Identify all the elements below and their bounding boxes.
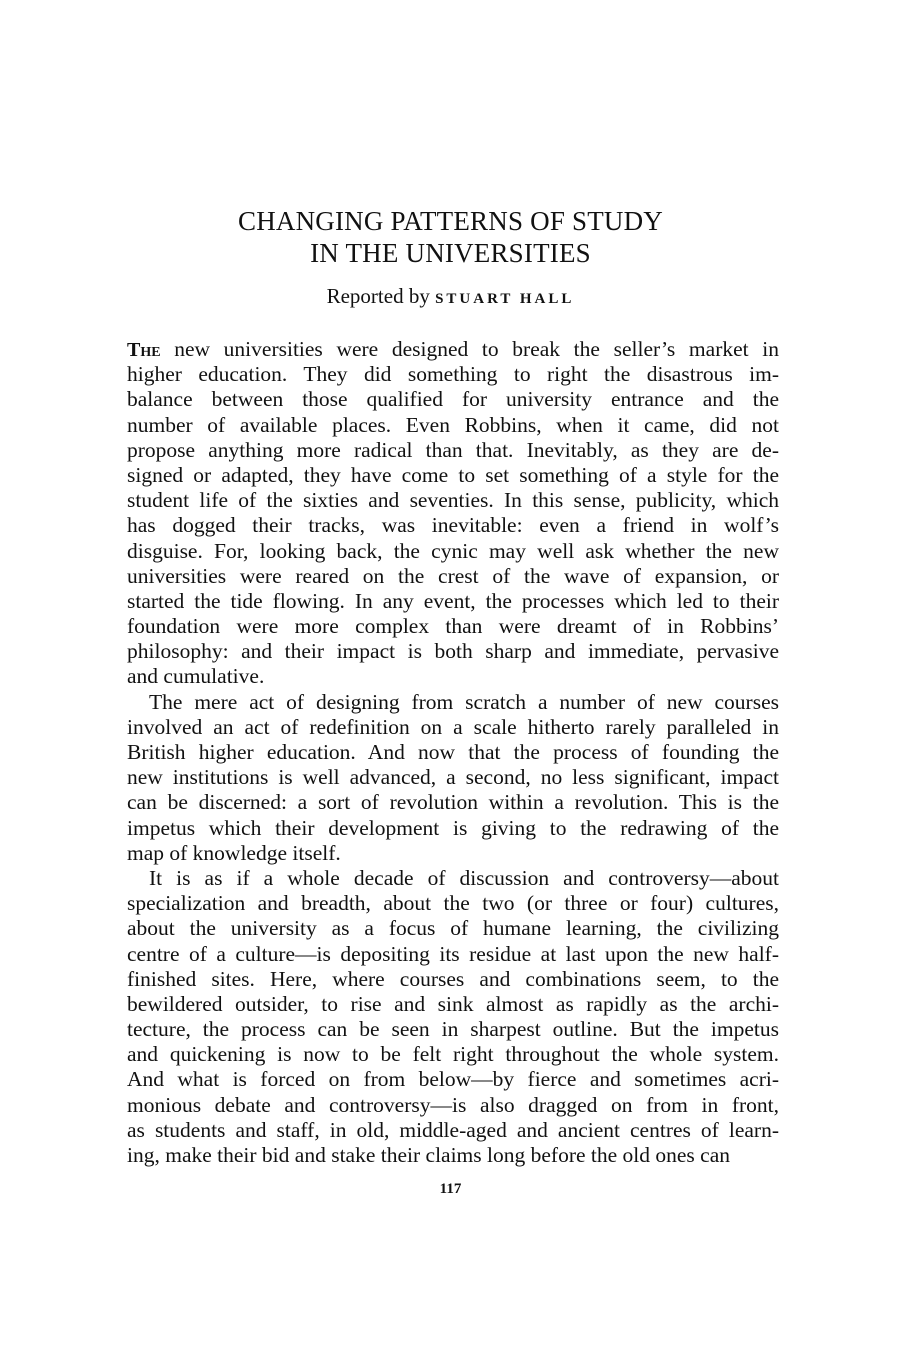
text-line: about the university as a focus of humane learning, the civilizing <box>127 916 779 941</box>
article-body <box>127 337 779 1168</box>
text-line: student life of the sixties and seventies. In this sense, publicity, which <box>127 488 779 513</box>
text-line: map of knowledge itself. <box>127 840 341 865</box>
text-line: has dogged their tracks, was inevitable: even a friend in wolf’s <box>127 513 779 538</box>
byline-author: STUART HALL <box>435 291 575 307</box>
byline <box>0 284 901 311</box>
text-line: number of available places. Even Robbins, when it came, did not <box>127 412 779 437</box>
text-line: philosophy: and their impact is both sharp and immediate, pervasive <box>127 639 779 664</box>
text-line: impetus which their development is giving to the redrawing of the <box>127 815 779 840</box>
text-line: can be discerned: a sort of revolution within a revolution. This is the <box>127 790 779 815</box>
text-line: The mere act of designing from scratch a number of new courses <box>149 689 779 714</box>
text-line: and quickening is now to be felt right throughout the whole system. <box>127 1042 779 1067</box>
text-line: tecture, the process can be seen in sharpest outline. But the impetus <box>127 1017 779 1042</box>
text-line: disguise. For, looking back, the cynic may well ask whether the new <box>127 538 779 563</box>
text-line: as students and staff, in old, middle-aged and ancient centres of learn- <box>127 1117 779 1142</box>
text-line: monious debate and controversy—is also dragged on from in front, <box>127 1092 779 1117</box>
line-text: new universities were designed to break the seller’s market in <box>160 337 779 361</box>
text-line: involved an act of redefinition on a scale hitherto rarely paralleled in <box>127 714 779 739</box>
text-line: started the tide flowing. In any event, the processes which led to their <box>127 588 779 613</box>
text-line: higher education. They did something to right the disastrous im- <box>127 362 779 387</box>
text-line: propose anything more radical than that. Inevitably, as they are de- <box>127 437 779 462</box>
text-line: finished sites. Here, where courses and combinations seem, to the <box>127 966 779 991</box>
article-title <box>0 205 901 269</box>
text-line: balance between those qualified for university entrance and the <box>127 387 779 412</box>
text-line: centre of a culture—is depositing its residue at last upon the new half- <box>127 941 779 966</box>
text-line: new institutions is well advanced, a second, no less significant, impact <box>127 765 779 790</box>
byline-prefix: Reported by <box>326 284 430 308</box>
text-line: And what is forced on from below—by fierce and sometimes acri- <box>127 1067 779 1092</box>
text-line: and cumulative. <box>127 664 265 689</box>
paragraph <box>127 337 779 690</box>
paragraph <box>127 690 779 866</box>
opening-word: The <box>127 339 161 361</box>
text-line: signed or adapted, they have come to set something of a style for the <box>127 462 779 487</box>
article-title-line-1: CHANGING PATTERNS OF STUDY <box>237 206 663 236</box>
page-number: 117 <box>439 1181 462 1197</box>
paragraph <box>127 866 779 1168</box>
text-line: universities were reared on the crest of the wave of expansion, or <box>127 563 779 588</box>
text-line: ing, make their bid and stake their claims long before the old ones can <box>127 1143 731 1167</box>
text-line: specialization and breadth, about the two (or three or four) cultures, <box>127 891 779 916</box>
text-line <box>127 337 779 362</box>
text-line: foundation were more complex than were dreamt of in Robbins’ <box>127 614 779 639</box>
article-title-line-2: IN THE UNIVERSITIES <box>310 238 591 268</box>
text-line: British higher education. And now that the process of founding the <box>127 740 779 764</box>
text-line: bewildered outsider, to rise and sink almost as rapidly as the archi- <box>127 991 779 1016</box>
text-line: It is as if a whole decade of discussion and controversy—about <box>149 865 779 890</box>
